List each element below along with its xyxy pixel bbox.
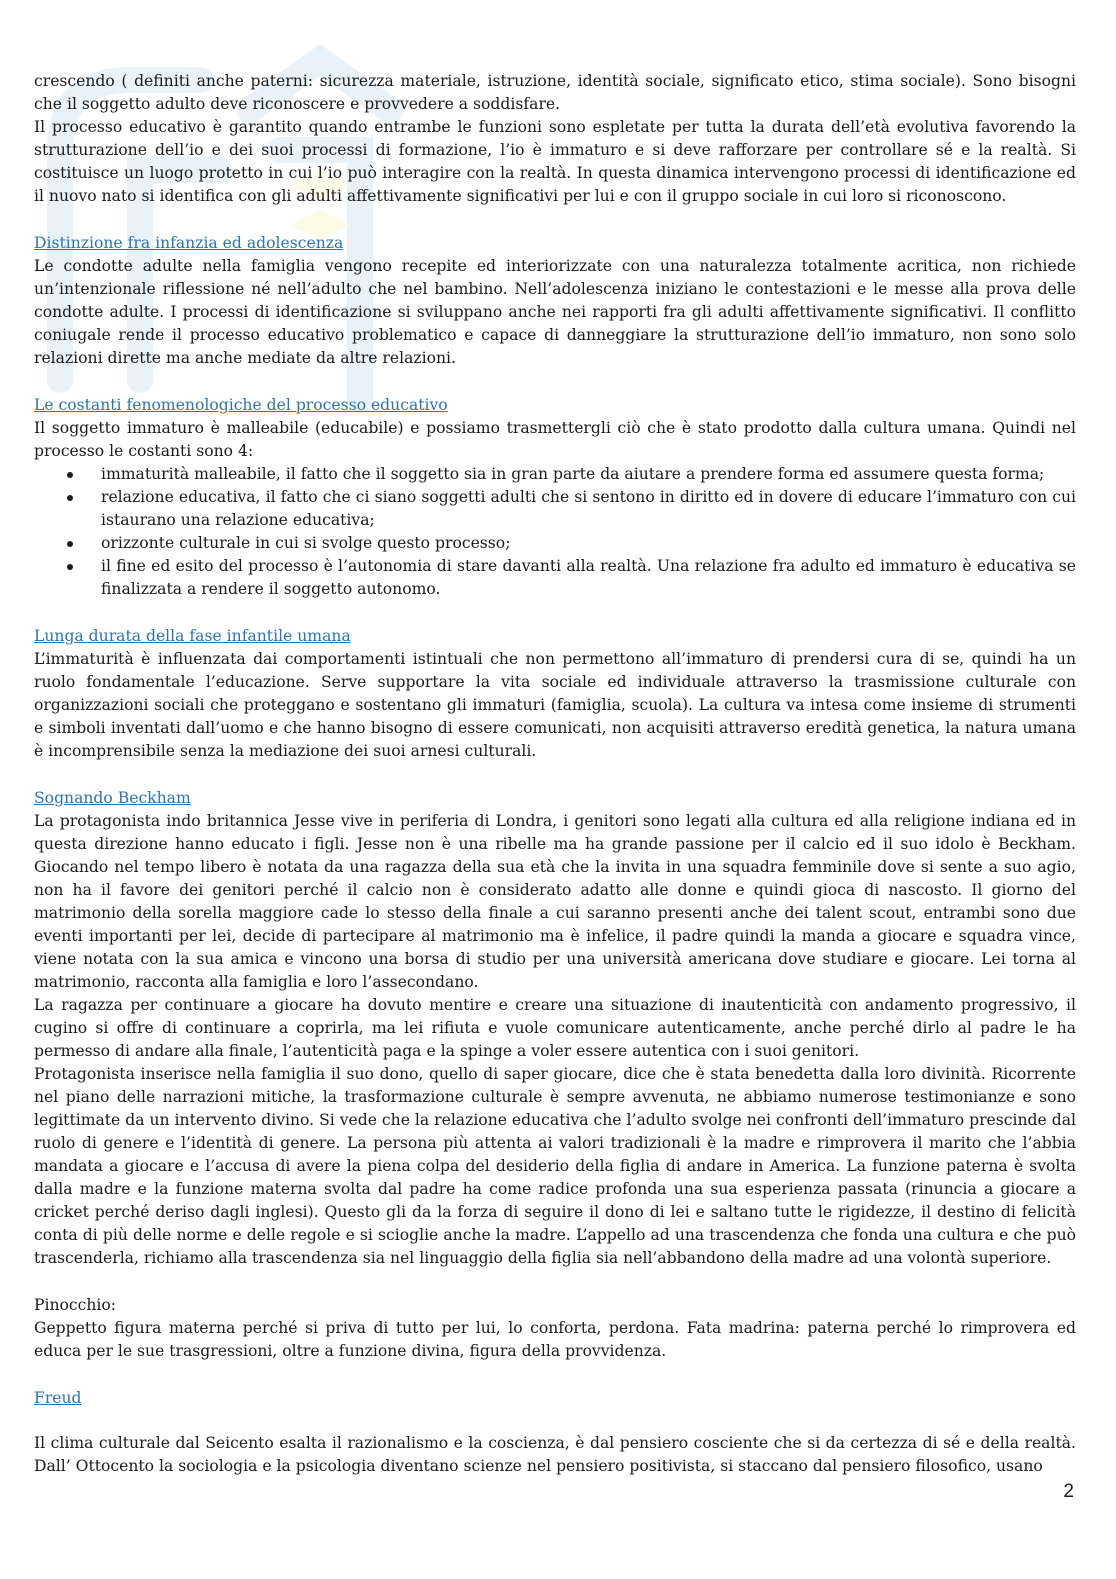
- costanti-paragraph-1: Il soggetto immaturo è malleabile (educabile) e possiamo trasmettergli ciò che è stato prodotto dalla cultura umana. Quindi nel processo le costanti sono 4:: [34, 419, 1076, 460]
- lunga-paragraph-1: L’immaturità è influenzata dai comportamenti istintuali che non permettono all’immaturo di prendersi cura di se, quindi ha un ruolo fondamentale l’educazione. Serve supportare la vita sociale ed individuale attraverso la trasmissione culturale con organizzazioni sociali che proteggano e sostentano gli immaturi (famiglia, scuola). La cultura va intesa come insieme di strumenti e simboli inventati dall’uomo e che hanno bisogno di essere comunicati, non acquisiti attraverso eredità genetica, la natura umana è incomprensibile senza la mediazione dei suoi arnesi culturali.: [34, 650, 1076, 760]
- bullet-icon: [67, 495, 73, 501]
- heading-costanti-fenomenologiche[interactable]: Le costanti fenomenologiche del processo educativo: [34, 396, 448, 414]
- pinocchio-paragraph-1: Geppetto figura materna perché si priva di tutto per lui, lo conforta, perdona. Fata madrina: paterna perché lo rimprovera ed educa per le sue trasgressioni, oltre a funzione divina, figura della provvidenza.: [34, 1319, 1076, 1360]
- bullet-icon: [67, 472, 73, 478]
- list-item: [34, 555, 1076, 601]
- heading-sognando-beckham[interactable]: Sognando Beckham: [34, 789, 191, 807]
- bullet-icon: [67, 541, 73, 547]
- heading-lunga-durata[interactable]: Lunga durata della fase infantile umana: [34, 627, 351, 645]
- beckham-paragraph-2: La ragazza per continuare a giocare ha dovuto mentire e creare una situazione di inautenticità con andamento progressivo, il cugino si offre di continuare a coprirla, ma lei rifiuta e vuole comunicare autenticamente, anche perché dirlo al padre le ha permesso di andare alla finale, l’autenticità paga e la spinge a voler essere autentica con i suoi genitori.: [34, 996, 1076, 1060]
- bullet-text: orizzonte culturale in cui si svolge questo processo;: [101, 534, 511, 552]
- freud-paragraph-1: Il clima culturale dal Seicento esalta il razionalismo e la coscienza, è dal pensiero cosciente che si da certezza di sé e della realtà. Dall’ Ottocento la sociologia e la psicologia diventano scienze nel pensiero positivista, si staccano dal pensiero filosofico, usano: [34, 1434, 1076, 1475]
- section-infanzia: [34, 232, 1076, 370]
- bullet-text: immaturità malleabile, il fatto che il soggetto sia in gran parte da aiutare a prendere forma ed assumere questa forma;: [101, 465, 1045, 483]
- bullet-icon: [67, 564, 73, 570]
- bullet-text: il fine ed esito del processo è l’autonomia di stare davanti alla realtà. Una relazione fra adulto ed immaturo è educativa se finalizzata a rendere il soggetto autonomo.: [101, 557, 1076, 598]
- intro-paragraph-2: Il processo educativo è garantito quando entrambe le funzioni sono espletate per tutta la durata dell’età evolutiva favorendo la strutturazione dell’io e dei suoi processi di formazione, l’io è immaturo e si deve rafforzare per controllare sé e la realtà. Si costituisce un luogo protetto in cui l’io può interagire con la realtà. In questa dinamica intervengono processi di identificazione ed il nuovo nato si identifica con gli adulti affettivamente significativi per lui e con il gruppo sociale in cui loro si riconoscono.: [34, 118, 1076, 205]
- section-costanti: [34, 394, 1076, 601]
- costanti-bullet-list: [34, 463, 1076, 601]
- document-body: [34, 70, 1076, 1478]
- bullet-text: relazione educativa, il fatto che ci siano soggetti adulti che si sentono in diritto ed in dovere di educare l’immaturo con cui istaurano una relazione educativa;: [101, 488, 1076, 529]
- list-item: [34, 486, 1076, 532]
- heading-pinocchio: Pinocchio:: [34, 1296, 117, 1314]
- list-item: [34, 463, 1076, 486]
- intro-paragraph-1: crescendo ( definiti anche paterni: sicurezza materiale, istruzione, identità sociale, significato etico, stima sociale). Sono bisogni che il soggetto adulto deve riconoscere e provvedere a soddisfare.: [34, 72, 1076, 113]
- beckham-paragraph-3: Protagonista inserisce nella famiglia il suo dono, quello di saper giocare, dice che è stata benedetta dalla loro divinità. Ricorrente nel piano delle narrazioni mitiche, la trasformazione culturale è sempre avvenuta, ne abbiamo numerose testimonianze e sono legittimate da un intervento divino. Si vede che la relazione educativa che l’adulto svolge nei confronti dell’immaturo prescinde dal ruolo di genere e l’identità di genere. La persona più attenta ai valori tradizionali è la madre e rimprovera il marito che l’abbia mandata a giocare e l’accusa di avere la piena colpa del desiderio della figlia di andare in America. La funzione paterna è svolta dalla madre e la funzione materna svolta dal padre ha come radice profonda una sua esperienza passata (rinuncia a giocare a cricket perché deriso dagli inglesi). Questo gli da la forza di seguire il dono di lei e saltano tutte le rigidezze, il destino di felicità conta di più delle norme e delle regole e si scioglie anche la madre. L’appello ad una trascendenza che fonda una cultura e che può trascenderla, richiamo alla trascendenza sia nel linguaggio della figlia sia nell’abbandono della madre ad una volontà superiore.: [34, 1065, 1076, 1267]
- section-beckham: [34, 787, 1076, 1270]
- beckham-paragraph-1: La protagonista indo britannica Jesse vive in periferia di Londra, i genitori sono legati alla cultura ed alla religione indiana ed in questa direzione hanno educato i figli. Jesse non è una ribelle ma ha grande passione per il calcio ed il suo idolo è Beckham. Giocando nel tempo libero è notata da una ragazza della sua età che la invita in una squadra femminile dove si sente a suo agio, non ha il favore dei genitori perché il calcio non è considerato adatto alle donne e quindi gioca di nascosto. Il giorno del matrimonio della sorella maggiore cade lo stesso della finale a cui saranno presenti anche dei talent scout, entrambi sono due eventi importanti per lei, decide di partecipare al matrimonio ma è infelice, il padre quindi la manda a giocare e squadra vince, viene notata con la sua amica e vincono una borsa di studio per una università americana dove studiare e giocare. Lei torna al matrimonio, racconta alla famiglia e loro l’assecondano.: [34, 812, 1076, 991]
- page-number: 2: [1063, 1481, 1074, 1502]
- section-pinocchio: [34, 1294, 1076, 1363]
- section-freud: [34, 1387, 1076, 1478]
- intro-section: [34, 70, 1076, 208]
- infanzia-paragraph-1: Le condotte adulte nella famiglia vengono recepite ed interiorizzate con una naturalezza totalmente acritica, non richiede un’intenzionale riflessione né nell’adulto che nel bambino. Nell’adolescenza iniziano le contestazioni e le messe alla prova delle condotte adulte. I processi di identificazione si sviluppano anche nei rapporti fra gli adulti affettivamente significativi. Il conflitto coniugale rende il processo educativo problematico e capace di danneggiare la strutturazione dell’io immaturo, non sono solo relazioni dirette ma anche mediate da altre relazioni.: [34, 257, 1076, 367]
- section-lunga-durata: [34, 625, 1076, 763]
- list-item: [34, 532, 1076, 555]
- heading-infanzia-adolescenza[interactable]: Distinzione fra infanzia ed adolescenza: [34, 234, 344, 252]
- heading-freud[interactable]: Freud: [34, 1389, 82, 1407]
